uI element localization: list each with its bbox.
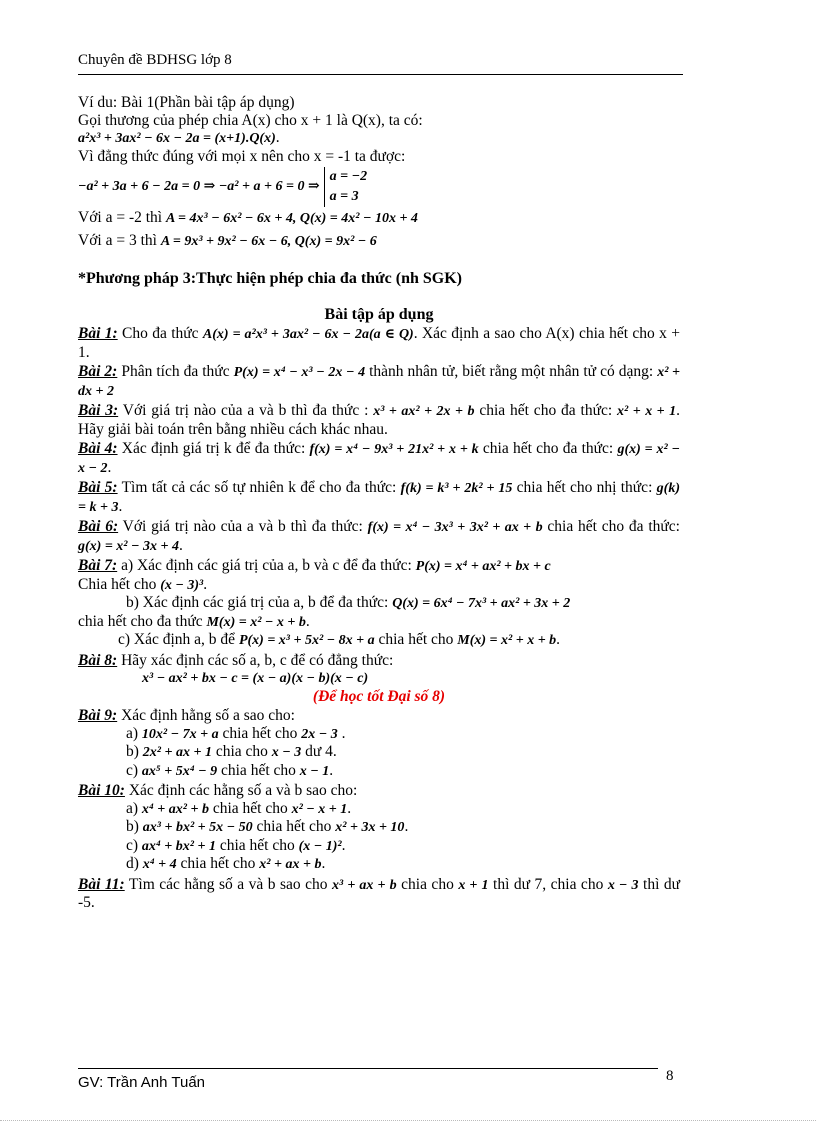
page-content <box>78 94 680 912</box>
solve-equation: −a² + 3a + 6 − 2a = 0 ⇒ −a² + a + 6 = 0 ⇒ <box>78 179 320 195</box>
exercise-9: Bài 9: Xác định hằng số a sao cho: a) 10x² − 7x + a chia hết cho 2x − 3 . b) 2x² + ax + 1 chia cho x − 3 dư 4. c) ax⁵ + 5x⁴ − 9 chia hết cho x − 1. <box>78 707 346 779</box>
case-a-3-line: Với a = 3 thì A = 9x³ + 9x² − 6x − 6, Q(x) = 9x² − 6 <box>78 231 377 249</box>
intro-quotient-line: Gọi thương của phép chia A(x) cho x + 1 là Q(x), ta có: <box>78 111 423 129</box>
page-header <box>78 52 683 75</box>
exercise-10: Bài 10: Xác định các hằng số a và b sao cho: a) x⁴ + ax² + b chia hết cho x² − x + 1. b) ax³ + bx² + 5x − 50 chia hết cho x² + 3x + 10. c) ax⁴ + bx² + 1 chia hết cho (x − 1)². d) x⁴ + 4 chia hết cho x² + ax + b. <box>78 782 409 872</box>
exercise-1: Bài 1: Cho đa thức A(x) = a²x³ + 3ax² − 6x − 2a(a ∈ Q). Xác định a sao cho A(x) chia hết cho x + 1. <box>78 325 681 361</box>
intro-substitute-line: Vì đẳng thức đúng với mọi x nên cho x = -1 ta được: <box>78 147 406 165</box>
exercise-7c: c) Xác định a, b để P(x) = x³ + 5x² − 8x + a chia hết cho M(x) = x² + x + b. <box>118 631 561 648</box>
red-note: (Để học tốt Đại số 8) <box>312 687 446 705</box>
solution-bracket <box>324 167 367 207</box>
solution-case-1: a = −2 <box>329 169 368 184</box>
method-title: *Phương pháp 3:Thực hiện phép chia đa thức (nh SGK) <box>78 270 462 287</box>
exercise-4: Bài 4: Xác định giá trị k để đa thức: f(x) = x⁴ − 9x³ + 21x² + x + k chia hết cho đa thức: g(x) = x² − x − 2. <box>78 440 680 476</box>
exercise-8: Bài 8: Hãy xác định các số a, b, c để có đẳng thức: x³ − ax² + bx − c = (x − a)(x − b)(x − c) <box>78 651 394 686</box>
case-a-minus2-line: Với a = -2 thì A = 4x³ − 6x² − 6x + 4, Q(x) = 4x² − 10x + 4 <box>78 209 418 226</box>
exercise-7b: b) Xác định các giá trị của a, b để đa thức: Q(x) = 6x⁴ − 7x³ + ax² + 3x + 2 <box>126 594 571 611</box>
header-title: Chuyên đề BDHSG lớp 8 <box>78 52 232 68</box>
exercise-6: Bài 6: Với giá trị nào của a và b thì đa thức: f(x) = x⁴ − 3x³ + 3x² + ax + b chia hết cho đa thức: g(x) = x² − 3x + 4. <box>78 518 680 554</box>
exercise-7a-cont: Chia hết cho (x − 3)³. <box>78 575 208 593</box>
identity-equation: a²x³ + 3ax² − 6x − 2a = (x+1).Q(x) <box>78 131 276 146</box>
intro-solve-line <box>78 165 680 209</box>
exercise-5: Bài 5: Tìm tất cả các số tự nhiên k để cho đa thức: f(k) = k³ + 2k² + 15 chia hết cho nhị thức: g(k) = k + 3. <box>78 479 680 515</box>
intro-example-line: Ví du: Bài 1(Phần bài tập áp dụng) <box>78 94 295 111</box>
intro-identity-line: a²x³ + 3ax² − 6x − 2a = (x+1).Q(x). <box>78 129 280 146</box>
exercise-2: Bài 2: Phân tích đa thức P(x) = x⁴ − x³ − 2x − 4 thành nhân tử, biết rằng một nhân tử có dạng: x² + dx + 2 <box>78 363 680 399</box>
page-break-line <box>0 1120 816 1121</box>
exercise-8-equation: x³ − ax² + bx − c = (x − a)(x − b)(x − c) <box>142 671 369 686</box>
footer-author: GV: Trần Anh Tuấn <box>78 1074 206 1091</box>
section-title: Bài tập áp dụng <box>324 305 434 323</box>
page-number: 8 <box>666 1068 674 1084</box>
footer-rule <box>78 1068 658 1069</box>
solution-case-2: a = 3 <box>329 189 359 204</box>
exercise-7a: Bài 7: a) Xác định các giá trị của a, b và c để đa thức: P(x) = x⁴ + ax² + bx + c <box>78 557 551 574</box>
exercise-7 <box>78 557 680 650</box>
exercise-3: Bài 3: Với giá trị nào của a và b thì đa thức : x³ + ax² + 2x + b chia hết cho đa thức: x² + x + 1. Hãy giải bài toán trên bằng nhiều cách khác nhau. <box>78 402 681 438</box>
exercise-7b-cont: chia hết cho đa thức M(x) = x² − x + b. <box>78 612 310 630</box>
exercise-11: Bài 11: Tìm các hằng số a và b sao cho x³ + ax + b chia cho x + 1 thì dư 7, chia cho x − 3 thì dư -5. <box>78 875 681 911</box>
